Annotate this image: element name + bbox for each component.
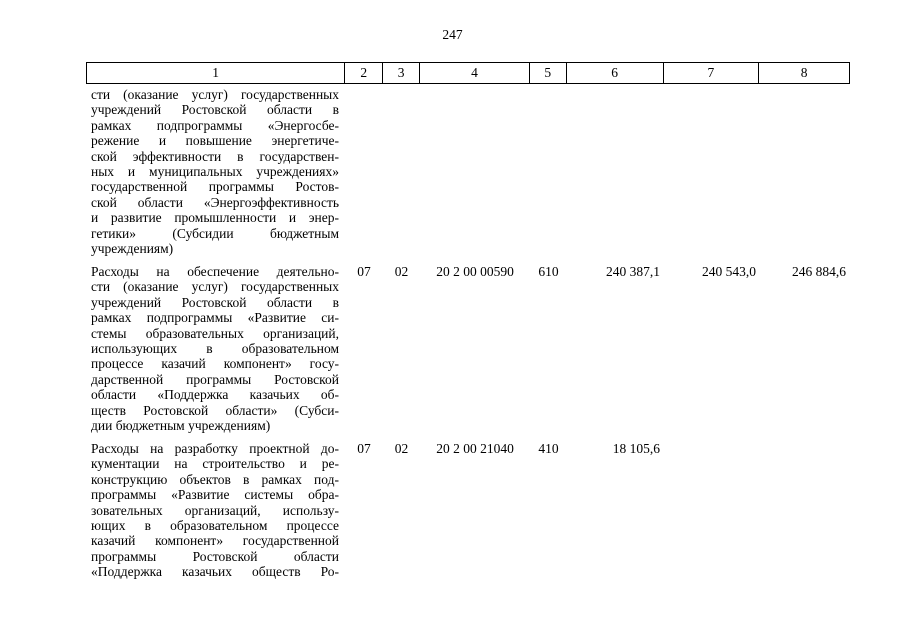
description-line: кументации на строительство и ре- bbox=[91, 456, 339, 472]
row-pr: 02 bbox=[394, 264, 409, 279]
row-csr: 20 2 00 00590 bbox=[436, 264, 514, 279]
header-col-6: 6 bbox=[567, 63, 664, 83]
description-line: Расходы на обеспечение деятельно- bbox=[91, 264, 339, 279]
row-csr bbox=[420, 87, 530, 256]
row-sum-1 bbox=[567, 87, 664, 256]
description-line: ской эффективности в государствен- bbox=[91, 148, 339, 164]
page-number: 247 bbox=[442, 27, 463, 42]
description-line: области «Поддержка казачьих об- bbox=[91, 387, 339, 403]
description-line: учреждений Ростовской области в bbox=[91, 102, 339, 118]
row-csr: 20 2 00 21040 bbox=[436, 441, 514, 456]
description-line: рамках подпрограммы «Энергосбе- bbox=[91, 117, 339, 133]
description-line: стемы образовательных организаций, bbox=[91, 325, 339, 341]
description-line: государственной программы Ростов- bbox=[91, 179, 339, 195]
row-description bbox=[86, 264, 345, 433]
row-sum-2: 240 543,0 bbox=[702, 264, 756, 279]
header-col-5: 5 bbox=[530, 63, 567, 83]
row-sum-3 bbox=[760, 87, 850, 256]
description-line: ской области «Энергоэффективность bbox=[91, 194, 339, 210]
description-line: процессе казачий компонент» госу- bbox=[91, 356, 339, 372]
row-sum-1: 240 387,1 bbox=[606, 264, 660, 279]
table-row bbox=[86, 264, 850, 433]
header-col-4: 4 bbox=[420, 63, 530, 83]
description-line: зовательных организаций, использу- bbox=[91, 502, 339, 518]
row-pr bbox=[383, 87, 420, 256]
header-col-3: 3 bbox=[383, 63, 420, 83]
description-line: дии бюджетным учреждениям) bbox=[91, 417, 271, 433]
row-rz bbox=[345, 87, 383, 256]
description-line: дарственной программы Ростовской bbox=[91, 371, 339, 387]
header-col-7: 7 bbox=[664, 63, 760, 83]
table-row bbox=[86, 87, 850, 256]
description-line: рамках подпрограммы «Развитие си- bbox=[91, 310, 339, 326]
description-line: программы Ростовской области bbox=[91, 548, 339, 564]
description-line: гетики» (Субсидии бюджетным bbox=[91, 225, 339, 241]
table-row bbox=[86, 441, 850, 580]
row-sum-3 bbox=[760, 441, 850, 580]
description-line: казачий компонент» государственной bbox=[91, 533, 339, 549]
description-line: учреждений Ростовской области в bbox=[91, 294, 339, 310]
row-vr: 410 bbox=[538, 441, 559, 456]
header-col-1: 1 bbox=[87, 63, 345, 83]
description-line: ных и муниципальных учреждениях» bbox=[91, 163, 339, 179]
description-line: программы «Развитие системы обра- bbox=[91, 487, 339, 503]
row-pr: 02 bbox=[394, 441, 409, 456]
table-header-row bbox=[86, 62, 850, 84]
description-line: режение и повышение энергетиче- bbox=[91, 133, 339, 149]
row-description bbox=[86, 441, 345, 580]
header-col-8: 8 bbox=[800, 65, 808, 80]
description-line: сти (оказание услуг) государственных bbox=[91, 279, 339, 295]
description-line: Расходы на разработку проектной до- bbox=[91, 441, 339, 456]
row-sum-2 bbox=[664, 441, 760, 580]
description-line: «Поддержка казачьих обществ Ро- bbox=[91, 564, 339, 580]
row-vr: 610 bbox=[538, 264, 559, 279]
row-rz: 07 bbox=[357, 264, 371, 279]
description-line: конструкцию объектов в рамках под- bbox=[91, 471, 339, 487]
description-line: ществ Ростовской области» (Субси- bbox=[91, 402, 339, 418]
description-line: учреждениям) bbox=[91, 240, 174, 256]
row-sum-1: 18 105,6 bbox=[612, 441, 660, 456]
row-sum-2 bbox=[664, 87, 760, 256]
header-col-2: 2 bbox=[345, 63, 383, 83]
description-line: ющих в образовательном процессе bbox=[91, 517, 339, 533]
row-vr bbox=[530, 87, 567, 256]
row-description bbox=[86, 87, 345, 256]
description-line: использующих в образовательном bbox=[91, 340, 339, 356]
row-sum-3: 246 884,6 bbox=[792, 264, 846, 279]
description-line: и развитие промышленности и энер- bbox=[91, 210, 339, 226]
description-line: сти (оказание услуг) государственных bbox=[91, 87, 339, 102]
row-rz: 07 bbox=[357, 441, 371, 456]
